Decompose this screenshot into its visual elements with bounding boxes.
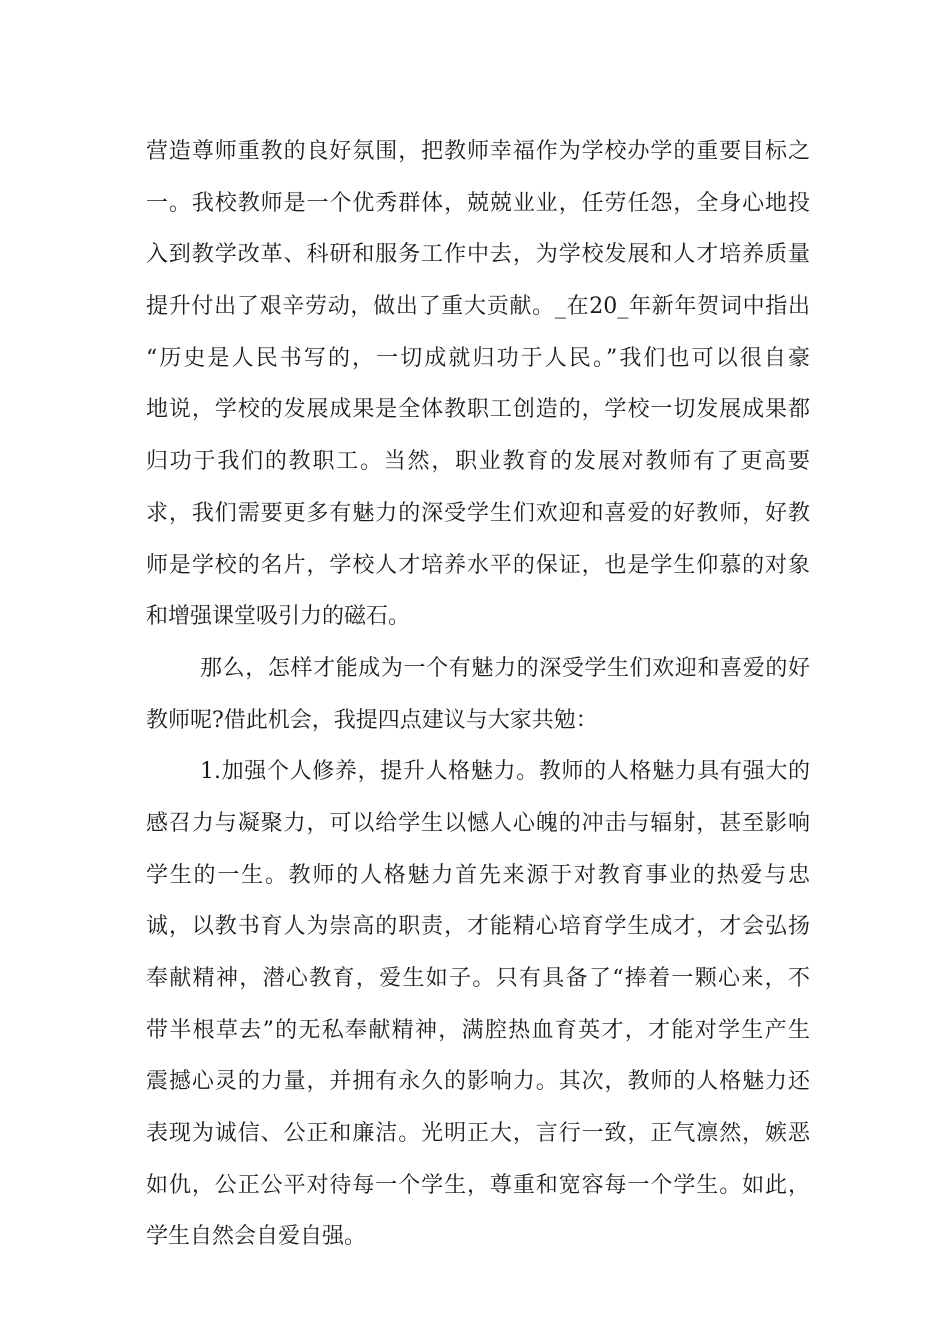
text-line: 求，我们需要更多有魅力的深受学生们欢迎和喜爱的好教师，好教 bbox=[146, 500, 810, 526]
text-line: 一。我校教师是一个优秀群体，兢兢业业，任劳任怨，全身心地投 bbox=[146, 190, 810, 216]
text-line: 震撼心灵的力量，并拥有永久的影响力。其次，教师的人格魅力还 bbox=[146, 1069, 810, 1095]
text-line: 营造尊师重教的良好氛围，把教师幸福作为学校办学的重要目标之 bbox=[146, 139, 810, 164]
text-line: 表现为诚信、公正和廉洁。光明正大，言行一致，正气凛然，嫉恶 bbox=[146, 1121, 810, 1147]
text-line: 师是学校的名片，学校人才培养水平的保证，也是学生仰慕的对象 bbox=[146, 552, 810, 578]
text-line: 那么，怎样才能成为一个有魅力的深受学生们欢迎和喜爱的好 bbox=[200, 655, 810, 681]
text-line: 带半根草去”的无私奉献精神，满腔热血育英才，才能对学生产生 bbox=[146, 1017, 810, 1043]
paragraph-teacher-appreciation bbox=[146, 126, 810, 643]
text-line: 入到教学改革、科研和服务工作中去，为学校发展和人才培养质量 bbox=[146, 242, 810, 268]
text-line: “历史是人民书写的，一切成就归功于人民。”我们也可以很自豪 bbox=[146, 345, 810, 371]
text-line: 感召力与凝聚力，可以给学生以憾人心魄的冲击与辐射，甚至影响 bbox=[146, 810, 810, 836]
text-line: 学生自然会自爱自强。 bbox=[146, 1224, 367, 1250]
text-line: 教师呢?借此机会，我提四点建议与大家共勉： bbox=[146, 707, 598, 733]
paragraph-question bbox=[146, 643, 810, 746]
text-line: 地说，学校的发展成果是全体教职工创造的，学校一切发展成果都 bbox=[146, 397, 810, 423]
text-line: 归功于我们的教职工。当然，职业教育的发展对教师有了更高要 bbox=[146, 449, 810, 475]
text-line: 诚，以教书育人为崇高的职责，才能精心培育学生成才，才会弘扬 bbox=[146, 914, 810, 940]
text-line: 1.加强个人修养，提升人格魅力。教师的人格魅力具有强大的 bbox=[200, 759, 810, 785]
text-line: 和增强课堂吸引力的磁石。 bbox=[146, 604, 411, 630]
body-text bbox=[146, 126, 810, 1263]
text-line: 学生的一生。教师的人格魅力首先来源于对教育事业的热爱与忠 bbox=[146, 862, 810, 888]
text-line: 如仇，公正公平对待每一个学生，尊重和宽容每一个学生。如此， bbox=[146, 1172, 810, 1198]
text-line: 奉献精神，潜心教育，爱生如子。只有具备了“捧着一颗心来，不 bbox=[146, 966, 810, 991]
paragraph-suggestion-1 bbox=[146, 746, 810, 1263]
text-line: 提升付出了艰辛劳动，做出了重大贡献。_在20_年新年贺词中指出 bbox=[146, 294, 810, 320]
